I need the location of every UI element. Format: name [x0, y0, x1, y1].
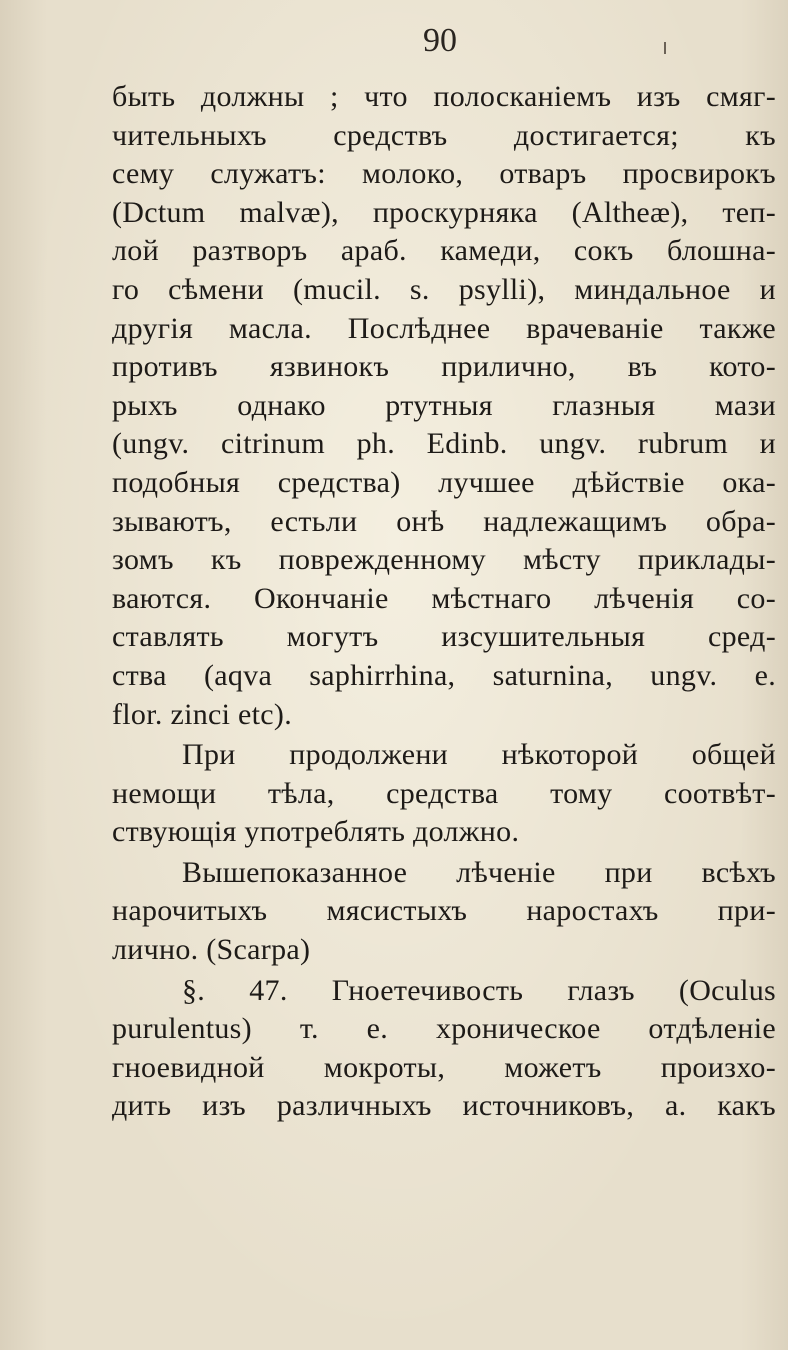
text-line: противъ язвинокъ прилично, въ кото-	[112, 350, 776, 384]
text-line: рыхъ однако ртутныя глазныя мази	[112, 388, 776, 422]
text-line: зываютъ, естьли онѣ надлежащимъ обра-	[112, 504, 776, 538]
body-text	[112, 78, 776, 1126]
text-line: (Dctum malvæ), проскурняка (Altheæ), теп-	[112, 195, 776, 229]
text-line: го сѣмени (mucil. s. psylli), миндальное и	[112, 272, 776, 306]
text-line: ставлять могутъ изсушительныя сред-	[112, 620, 776, 654]
page-number: 90	[423, 22, 457, 59]
text-line: чительныхъ средствъ достигается; къ	[112, 118, 776, 152]
text-line: подобныя средства) лучшее дѣйствіе ока-	[112, 465, 776, 499]
text-line: purulentus) т. е. хроническое отдѣленіе	[112, 1012, 776, 1046]
text-line: быть должны ; что полосканіемъ изъ смяг-	[112, 80, 776, 113]
text-line: сему служатъ: молоко, отваръ просвирокъ	[112, 157, 776, 191]
text-line: дить изъ различныхъ источниковъ, а. какъ	[112, 1089, 776, 1123]
text-line: нарочитыхъ мясистыхъ наростахъ при-	[112, 894, 776, 928]
text-line: лой разтворъ араб. камеди, сокъ блошна-	[112, 234, 776, 268]
section-heading-line: §. 47. Гноетечивость глазъ (Oculus	[182, 973, 776, 1007]
text-line: гноевидной мокроты, можетъ произхо-	[112, 1050, 776, 1084]
text-line: ствующія употреблять должно.	[112, 815, 520, 849]
text-line: Вышепоказанное лѣченіе при всѣхъ	[182, 855, 776, 889]
text-line: ства (aqva saphirrhina, saturnina, ungv. e.	[112, 658, 776, 692]
text-line: другія масла. Послѣднее врачеваніе также	[112, 311, 776, 345]
margin-mark	[664, 42, 666, 54]
text-line: ваются. Окончаніе мѣстнаго лѣченія со-	[112, 581, 776, 615]
text-line: немощи тѣла, средства тому соотвѣт-	[112, 776, 776, 810]
text-line: При продолжени нѣкоторой общей	[182, 738, 776, 772]
text-line: (ungv. citrinum ph. Edinb. ungv. rubrum и	[112, 427, 776, 461]
text-line: flor. zinci etc).	[112, 697, 293, 731]
text-line: зомъ къ поврежденному мѣсту приклады-	[112, 543, 776, 577]
text-line: лично. (Scarpa)	[112, 933, 311, 967]
